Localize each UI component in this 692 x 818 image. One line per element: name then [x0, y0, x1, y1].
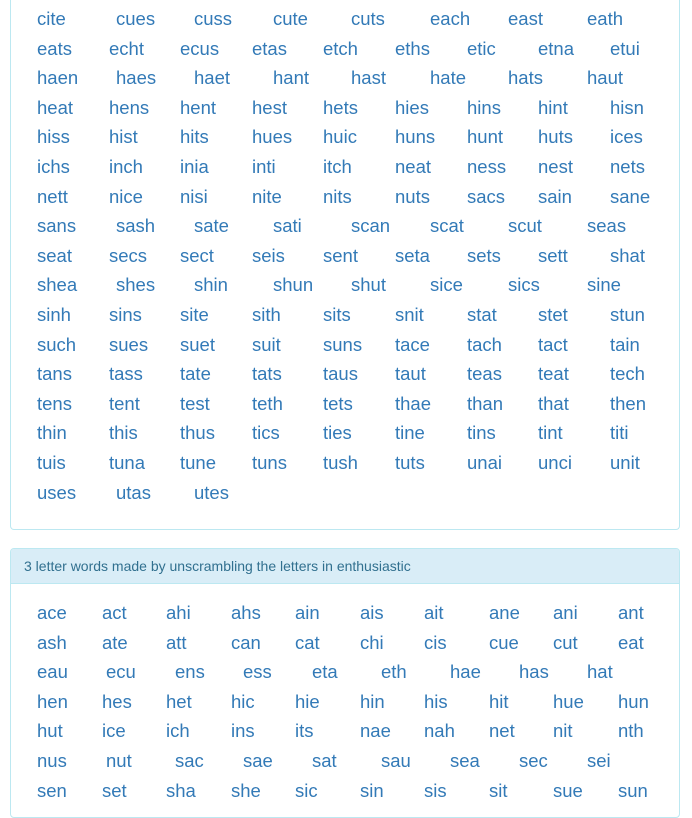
word-link[interactable]: cis: [424, 632, 447, 653]
word-link[interactable]: unit: [610, 452, 640, 473]
word-link[interactable]: thin: [37, 422, 67, 443]
word-link[interactable]: inch: [109, 156, 143, 177]
word-link[interactable]: sis: [424, 780, 447, 801]
word-link[interactable]: each: [430, 8, 471, 29]
word-link[interactable]: nits: [323, 186, 352, 207]
word-link[interactable]: inti: [252, 156, 276, 177]
word-link[interactable]: can: [231, 632, 261, 653]
word-link[interactable]: att: [166, 632, 187, 653]
word-link[interactable]: ice: [102, 720, 126, 741]
word-link[interactable]: echt: [109, 38, 144, 59]
word-link[interactable]: nett: [37, 186, 68, 207]
word-link[interactable]: hint: [538, 97, 568, 118]
word-link[interactable]: hats: [508, 67, 543, 88]
word-link[interactable]: east: [508, 8, 543, 29]
word-link[interactable]: nut: [106, 750, 132, 771]
word-link[interactable]: tets: [323, 393, 353, 414]
word-link[interactable]: tune: [180, 452, 217, 473]
word-link[interactable]: hent: [180, 97, 217, 118]
word-link[interactable]: hens: [109, 97, 150, 118]
word-link[interactable]: ait: [424, 602, 444, 623]
word-link[interactable]: eath: [587, 8, 624, 29]
word-link[interactable]: scat: [430, 215, 464, 236]
word-link[interactable]: nisi: [180, 186, 208, 207]
word-link[interactable]: heat: [37, 97, 74, 118]
word-link[interactable]: sue: [553, 780, 583, 801]
word-link[interactable]: ate: [102, 632, 128, 653]
word-link[interactable]: cuts: [351, 8, 385, 29]
word-link[interactable]: tent: [109, 393, 140, 414]
word-link[interactable]: sin: [360, 780, 384, 801]
word-link[interactable]: neat: [395, 156, 432, 177]
word-link[interactable]: net: [489, 720, 515, 741]
word-link[interactable]: ane: [489, 602, 520, 623]
word-link[interactable]: sei: [587, 750, 611, 771]
word-link[interactable]: ain: [295, 602, 320, 623]
word-link[interactable]: stat: [467, 304, 497, 325]
word-link[interactable]: tuna: [109, 452, 146, 473]
word-link[interactable]: nets: [610, 156, 645, 177]
word-link[interactable]: seis: [252, 245, 285, 266]
word-link[interactable]: uses: [37, 482, 77, 503]
word-link[interactable]: shat: [610, 245, 645, 266]
word-link[interactable]: titi: [610, 422, 629, 443]
word-link[interactable]: hun: [618, 691, 649, 712]
word-link[interactable]: sit: [489, 780, 508, 801]
word-link[interactable]: tach: [467, 334, 502, 355]
word-link[interactable]: inia: [180, 156, 209, 177]
word-link[interactable]: ins: [231, 720, 255, 741]
word-link[interactable]: hat: [587, 661, 613, 682]
word-link[interactable]: seat: [37, 245, 72, 266]
word-link[interactable]: sac: [175, 750, 204, 771]
word-link[interactable]: huic: [323, 126, 357, 147]
word-link[interactable]: shut: [351, 274, 386, 295]
word-link[interactable]: sins: [109, 304, 142, 325]
word-link[interactable]: shes: [116, 274, 156, 295]
word-link[interactable]: sat: [312, 750, 337, 771]
word-link[interactable]: ace: [37, 602, 67, 623]
word-link[interactable]: hin: [360, 691, 385, 712]
word-link[interactable]: secs: [109, 245, 148, 266]
word-link[interactable]: tens: [37, 393, 72, 414]
word-link[interactable]: sans: [37, 215, 77, 236]
word-link[interactable]: sits: [323, 304, 351, 325]
word-link[interactable]: sea: [450, 750, 480, 771]
word-link[interactable]: het: [166, 691, 192, 712]
word-link[interactable]: taut: [395, 363, 426, 384]
word-link[interactable]: suit: [252, 334, 281, 355]
word-link[interactable]: cite: [37, 8, 66, 29]
word-link[interactable]: nit: [553, 720, 573, 741]
word-link[interactable]: chi: [360, 632, 384, 653]
word-link[interactable]: taus: [323, 363, 358, 384]
word-link[interactable]: hate: [430, 67, 467, 88]
word-link[interactable]: itch: [323, 156, 352, 177]
word-link[interactable]: cut: [553, 632, 578, 653]
word-link[interactable]: hiss: [37, 126, 70, 147]
word-link[interactable]: utes: [194, 482, 229, 503]
word-link[interactable]: sate: [194, 215, 229, 236]
word-link[interactable]: hue: [553, 691, 584, 712]
word-link[interactable]: cuss: [194, 8, 233, 29]
word-link[interactable]: sic: [295, 780, 318, 801]
word-link[interactable]: hits: [180, 126, 209, 147]
word-link[interactable]: sun: [618, 780, 648, 801]
word-link[interactable]: ani: [553, 602, 578, 623]
word-link[interactable]: tins: [467, 422, 496, 443]
word-link[interactable]: hast: [351, 67, 386, 88]
word-link[interactable]: ahs: [231, 602, 261, 623]
word-link[interactable]: sect: [180, 245, 214, 266]
word-link[interactable]: nest: [538, 156, 573, 177]
word-link[interactable]: has: [519, 661, 549, 682]
word-link[interactable]: haen: [37, 67, 79, 88]
word-link[interactable]: etic: [467, 38, 496, 59]
word-link[interactable]: test: [180, 393, 210, 414]
word-link[interactable]: hae: [450, 661, 481, 682]
word-link[interactable]: site: [180, 304, 209, 325]
word-link[interactable]: his: [424, 691, 448, 712]
word-link[interactable]: nah: [424, 720, 455, 741]
word-link[interactable]: sets: [467, 245, 501, 266]
word-link[interactable]: sine: [587, 274, 621, 295]
word-link[interactable]: sacs: [467, 186, 506, 207]
word-link[interactable]: ich: [166, 720, 190, 741]
word-link[interactable]: huts: [538, 126, 573, 147]
word-link[interactable]: scan: [351, 215, 391, 236]
word-link[interactable]: sith: [252, 304, 281, 325]
word-link[interactable]: haet: [194, 67, 231, 88]
word-link[interactable]: than: [467, 393, 504, 414]
word-link[interactable]: tass: [109, 363, 143, 384]
word-link[interactable]: eats: [37, 38, 72, 59]
word-link[interactable]: hie: [295, 691, 320, 712]
word-link[interactable]: huns: [395, 126, 436, 147]
word-link[interactable]: hest: [252, 97, 287, 118]
word-link[interactable]: eths: [395, 38, 430, 59]
word-link[interactable]: sha: [166, 780, 196, 801]
word-link[interactable]: ichs: [37, 156, 70, 177]
word-link[interactable]: stun: [610, 304, 645, 325]
word-link[interactable]: sec: [519, 750, 548, 771]
word-link[interactable]: etui: [610, 38, 640, 59]
word-link[interactable]: such: [37, 334, 77, 355]
word-link[interactable]: ahi: [166, 602, 191, 623]
word-link[interactable]: act: [102, 602, 127, 623]
word-link[interactable]: ant: [618, 602, 644, 623]
word-link[interactable]: hist: [109, 126, 138, 147]
word-link[interactable]: shun: [273, 274, 314, 295]
word-link[interactable]: tine: [395, 422, 425, 443]
word-link[interactable]: its: [295, 720, 314, 741]
word-link[interactable]: tats: [252, 363, 282, 384]
word-link[interactable]: snit: [395, 304, 424, 325]
word-link[interactable]: tint: [538, 422, 563, 443]
word-link[interactable]: teat: [538, 363, 569, 384]
word-link[interactable]: thus: [180, 422, 215, 443]
word-link[interactable]: ens: [175, 661, 205, 682]
word-link[interactable]: shea: [37, 274, 78, 295]
word-link[interactable]: tuis: [37, 452, 66, 473]
word-link[interactable]: seas: [587, 215, 627, 236]
word-link[interactable]: tics: [252, 422, 280, 443]
word-link[interactable]: then: [610, 393, 647, 414]
word-link[interactable]: hins: [467, 97, 501, 118]
word-link[interactable]: scut: [508, 215, 542, 236]
word-link[interactable]: eat: [618, 632, 644, 653]
word-link[interactable]: cue: [489, 632, 519, 653]
word-link[interactable]: tech: [610, 363, 645, 384]
word-link[interactable]: hunt: [467, 126, 504, 147]
word-link[interactable]: hies: [395, 97, 429, 118]
word-link[interactable]: hut: [37, 720, 63, 741]
word-link[interactable]: teth: [252, 393, 283, 414]
word-link[interactable]: sent: [323, 245, 358, 266]
word-link[interactable]: eta: [312, 661, 338, 682]
word-link[interactable]: that: [538, 393, 569, 414]
word-link[interactable]: seta: [395, 245, 430, 266]
word-link[interactable]: ecu: [106, 661, 136, 682]
word-link[interactable]: sett: [538, 245, 568, 266]
word-link[interactable]: sen: [37, 780, 67, 801]
word-link[interactable]: cute: [273, 8, 308, 29]
word-link[interactable]: sics: [508, 274, 540, 295]
word-link[interactable]: etna: [538, 38, 575, 59]
word-link[interactable]: sain: [538, 186, 572, 207]
word-link[interactable]: etas: [252, 38, 287, 59]
word-link[interactable]: ties: [323, 422, 352, 443]
word-link[interactable]: nice: [109, 186, 143, 207]
word-link[interactable]: tuns: [252, 452, 287, 473]
word-link[interactable]: ecus: [180, 38, 220, 59]
word-link[interactable]: ness: [467, 156, 507, 177]
word-link[interactable]: ais: [360, 602, 384, 623]
three-letter-words-panel: [10, 548, 680, 818]
word-link[interactable]: sau: [381, 750, 411, 771]
word-link[interactable]: suns: [323, 334, 363, 355]
word-link[interactable]: tact: [538, 334, 568, 355]
word-link[interactable]: utas: [116, 482, 151, 503]
word-link[interactable]: teas: [467, 363, 502, 384]
word-link[interactable]: sinh: [37, 304, 71, 325]
word-link[interactable]: unai: [467, 452, 502, 473]
word-link[interactable]: haut: [587, 67, 624, 88]
word-link[interactable]: sash: [116, 215, 156, 236]
word-link[interactable]: cues: [116, 8, 156, 29]
word-link[interactable]: haes: [116, 67, 157, 88]
word-link[interactable]: hit: [489, 691, 509, 712]
word-link[interactable]: nus: [37, 750, 67, 771]
word-link[interactable]: shin: [194, 274, 228, 295]
word-link[interactable]: ash: [37, 632, 67, 653]
word-link[interactable]: tans: [37, 363, 72, 384]
word-link[interactable]: eau: [37, 661, 68, 682]
word-link[interactable]: sues: [109, 334, 149, 355]
word-link[interactable]: nae: [360, 720, 391, 741]
word-link[interactable]: thae: [395, 393, 432, 414]
word-link[interactable]: etch: [323, 38, 358, 59]
word-link[interactable]: this: [109, 422, 138, 443]
word-link[interactable]: tate: [180, 363, 211, 384]
word-link[interactable]: tuts: [395, 452, 425, 473]
word-link[interactable]: sice: [430, 274, 463, 295]
word-link[interactable]: sati: [273, 215, 302, 236]
four-letter-words-panel: [10, 0, 680, 530]
word-link[interactable]: tain: [610, 334, 640, 355]
word-link[interactable]: hets: [323, 97, 358, 118]
word-link[interactable]: hen: [37, 691, 68, 712]
word-link[interactable]: hant: [273, 67, 310, 88]
word-link[interactable]: stet: [538, 304, 568, 325]
word-link[interactable]: ess: [243, 661, 272, 682]
word-link[interactable]: she: [231, 780, 261, 801]
word-link[interactable]: sae: [243, 750, 273, 771]
word-link[interactable]: cat: [295, 632, 320, 653]
word-link[interactable]: set: [102, 780, 127, 801]
word-link[interactable]: hisn: [610, 97, 644, 118]
word-link[interactable]: hic: [231, 691, 255, 712]
word-link[interactable]: hues: [252, 126, 293, 147]
word-link[interactable]: suet: [180, 334, 215, 355]
word-link[interactable]: tace: [395, 334, 430, 355]
word-link[interactable]: nuts: [395, 186, 430, 207]
word-link[interactable]: ices: [610, 126, 643, 147]
word-link[interactable]: nth: [618, 720, 644, 741]
word-link[interactable]: eth: [381, 661, 407, 682]
panel-heading: 3 letter words made by unscrambling the letters in enthusiastic: [11, 549, 679, 584]
word-link[interactable]: sane: [610, 186, 651, 207]
word-link[interactable]: tush: [323, 452, 358, 473]
word-link[interactable]: unci: [538, 452, 572, 473]
word-link[interactable]: hes: [102, 691, 132, 712]
word-link[interactable]: nite: [252, 186, 282, 207]
